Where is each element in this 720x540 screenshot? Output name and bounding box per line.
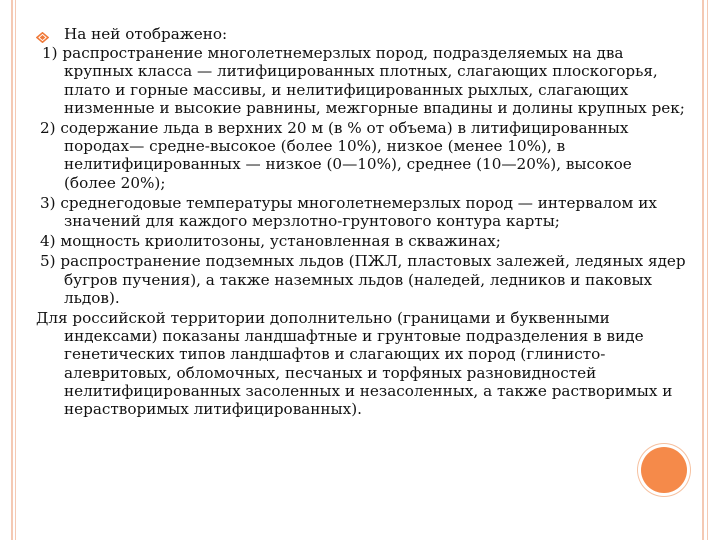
list-item-4: 4) мощность криолитозоны, установленная в скважинах; bbox=[40, 232, 501, 251]
intro-text: На ней отображено: bbox=[64, 25, 228, 43]
list-item-2: 2) содержание льда в верхних 20 м (в % от объема) в литифицированных породах— средне-высокое (более 10%), низкое (менее 10%), в нелитифицированных — низкое (0—10%), среднее (10—20%), высокое (более 20%); bbox=[40, 119, 632, 192]
diamond-bullet-icon bbox=[36, 29, 49, 39]
closing-paragraph: Для российской территории дополнительно (границами и буквенными индексами) показаны ландшафтные и грунтовые подразделения в виде генетических типов ландшафтов и слагающих их пород (глинисто-алевритовых, обломочных, песчаных и торфяных разновидностей нелитифицированных засоленных и незасоленных, а также растворимых и нерастворимых литифицированных). bbox=[36, 309, 673, 419]
list-item-5: 5) распространение подземных льдов (ПЖЛ, пластовых залежей, ледяных ядер бугров пучения), а также наземных льдов (наледей, ледников и паковых льдов). bbox=[40, 252, 686, 307]
left-border-line bbox=[11, 0, 13, 540]
intro-line bbox=[36, 25, 686, 43]
list-item-3: 3) среднегодовые температуры многолетнемерзлых пород — интервалом их значений для каждого мерзлотно-грунтового контура карты; bbox=[40, 193, 657, 231]
slide-body bbox=[36, 25, 686, 418]
right-border-line-thin bbox=[707, 0, 708, 540]
left-border-line-thin bbox=[15, 0, 16, 540]
orange-circle-decoration bbox=[641, 447, 687, 493]
right-border-line bbox=[702, 0, 704, 540]
list-item-1: 1) распространение многолетнемерзлых пород, подразделяемых на два крупных класса — литифицированных плотных, слагающих плоскогорья, плато и горные массивы, и нелитифицированных рыхлых, слагающих низменные и высокие равнины, межгорные впадины и долины крупных рек; bbox=[42, 44, 685, 117]
